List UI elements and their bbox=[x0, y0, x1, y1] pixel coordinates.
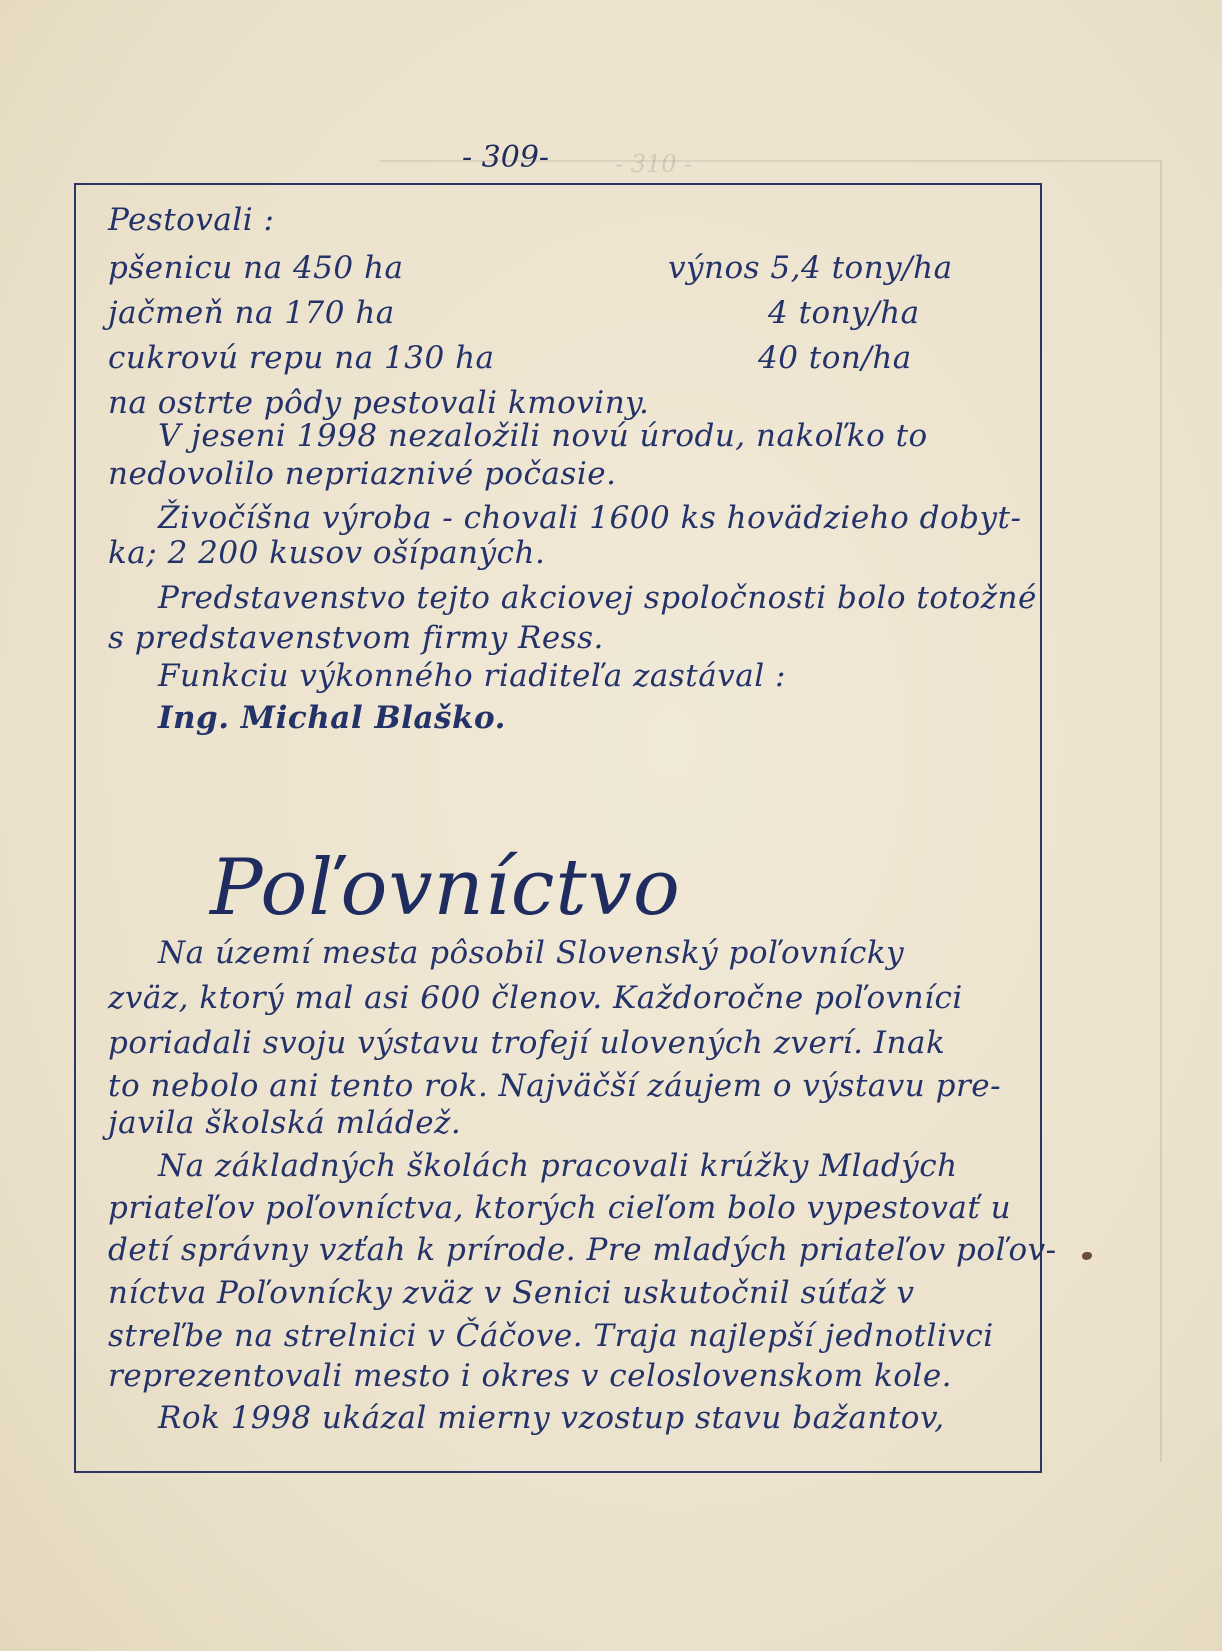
crop-yield: výnos 5,4 tony/ha bbox=[668, 250, 953, 286]
crop-row bbox=[108, 340, 912, 376]
text-line: Funkciu výkonného riaditeľa zastával : bbox=[158, 658, 786, 694]
text-line: s predstavenstvom firmy Ress. bbox=[108, 620, 604, 656]
text-line: ka; 2 200 kusov ošípaných. bbox=[108, 535, 546, 571]
text-line: Na základných školách pracovali krúžky Mladých bbox=[158, 1148, 958, 1184]
bleed-page-number: - 310 - bbox=[615, 150, 693, 178]
text-line: reprezentovali mesto i okres v celoslovenskom kole. bbox=[108, 1358, 953, 1394]
text-line: javila školská mládež. bbox=[108, 1105, 462, 1141]
text-line: detí správny vzťah k prírode. Pre mladých priateľov poľov- bbox=[108, 1232, 1057, 1268]
section-heading: Poľovníctvo bbox=[210, 843, 681, 933]
text-line: priateľov poľovníctva, ktorých cieľom bolo vypestovať u bbox=[108, 1190, 1012, 1226]
crop-yield: 4 tony/ha bbox=[768, 295, 920, 331]
text-line: streľbe na strelnici v Čáčove. Traja najlepší jednotlivci bbox=[108, 1318, 994, 1354]
crop-area: jačmeň na 170 ha bbox=[108, 295, 395, 331]
text-line: nedovolilo nepriaznivé počasie. bbox=[108, 456, 617, 492]
text-line: poriadali svoju výstavu trofejí ulovených zverí. Inak bbox=[108, 1025, 946, 1061]
crop-area: cukrovú repu na 130 ha bbox=[108, 340, 495, 376]
text-line: níctva Poľovnícky zväz v Senici uskutočnil súťaž v bbox=[108, 1275, 915, 1311]
crop-yield: 40 ton/ha bbox=[758, 340, 912, 376]
page-number: - 309- bbox=[462, 140, 550, 175]
director-name: Ing. Michal Blaško. bbox=[158, 700, 506, 736]
text-line: Rok 1998 ukázal mierny vzostup stavu bažantov, bbox=[158, 1400, 945, 1436]
text-line: to nebolo ani tento rok. Najväčší záujem o výstavu pre- bbox=[108, 1068, 1002, 1104]
crop-area: pšenicu na 450 ha bbox=[108, 250, 404, 286]
text-line: na ostrte pôdy pestovali kmoviny. bbox=[108, 385, 650, 421]
text-line: Predstavenstvo tejto akciovej spoločnosti bolo totožné bbox=[158, 580, 1037, 616]
crops-title: Pestovali : bbox=[108, 202, 275, 238]
text-line: zväz, ktorý mal asi 600 členov. Každoročne poľovníci bbox=[108, 980, 963, 1016]
text-line: V jeseni 1998 nezaložili novú úrodu, nakoľko to bbox=[158, 418, 928, 454]
crop-row bbox=[108, 295, 920, 331]
crop-row bbox=[108, 250, 953, 286]
text-line: Živočíšna výroba - chovali 1600 ks hovädzieho dobyt- bbox=[158, 500, 1022, 536]
text-line: Na území mesta pôsobil Slovenský poľovnícky bbox=[158, 935, 905, 971]
